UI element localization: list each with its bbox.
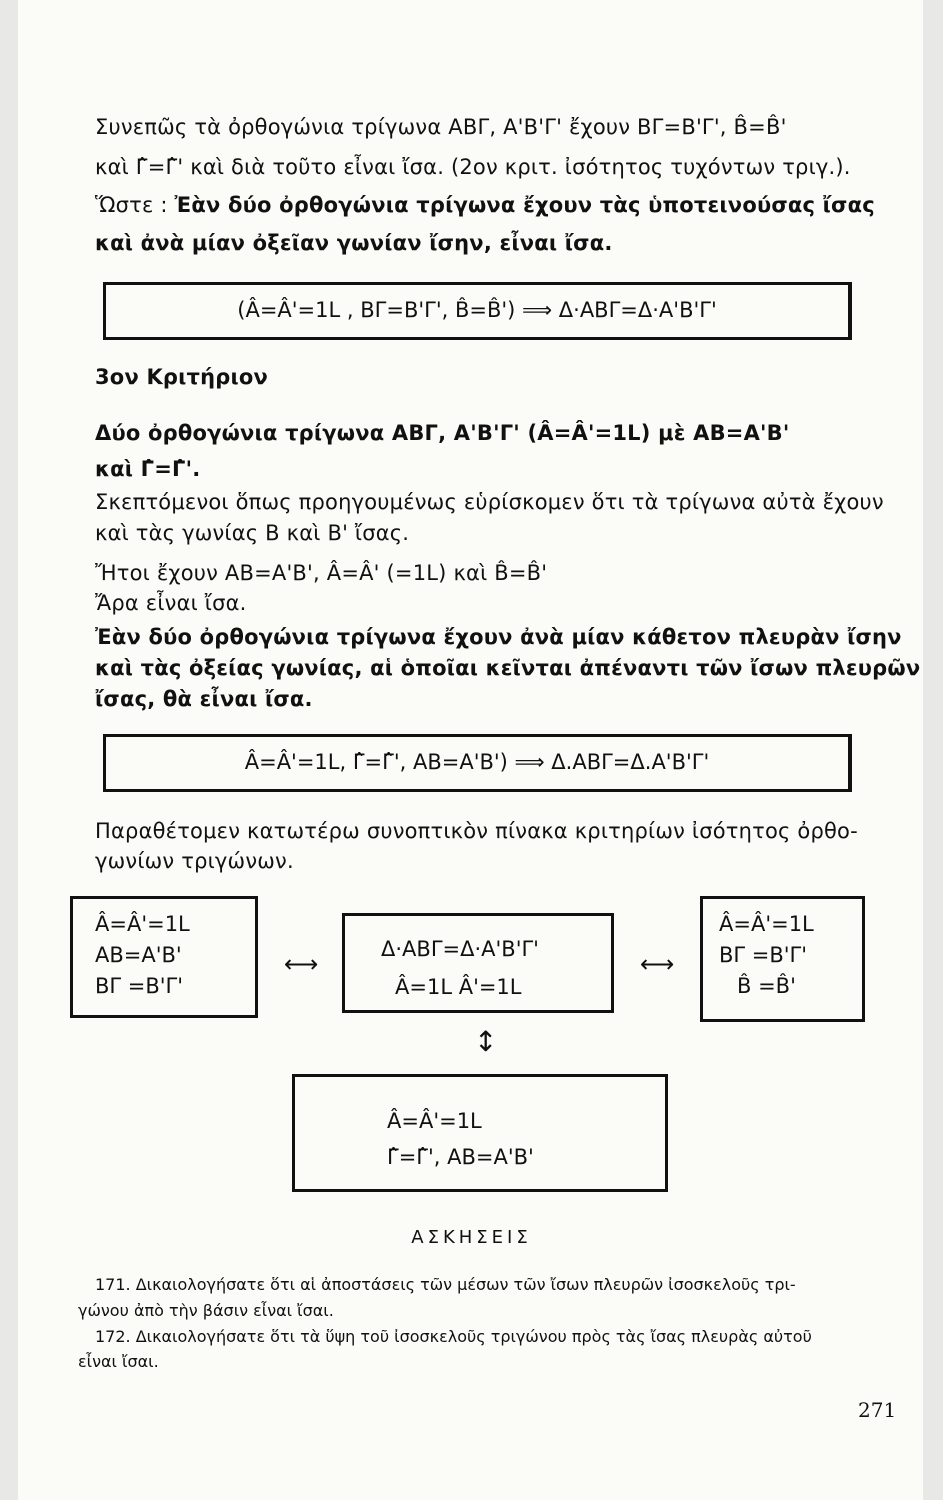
paragraph-line-1: Συνεπῶς τὰ ὀρθογώνια τρίγωνα ΑΒΓ, Α'Β'Γ' ἔχουν ΒΓ=Β'Γ', B̂=B̂' bbox=[95, 115, 787, 139]
right-box-line-3: B̂ =B̂' bbox=[737, 974, 796, 998]
right-box-line-2: ΒΓ =Β'Γ' bbox=[719, 943, 808, 967]
formula-2: Â=Â'=1L, Γ̂=Γ̂', ΑΒ=Α'Β') ⟹ Δ.ΑΒΓ=Δ.Α'Β'Γ' bbox=[244, 750, 710, 774]
criterion-statement-2: καὶ Γ̂=Γ̂'. bbox=[95, 457, 201, 481]
criterion-title: 3ον Κριτήριον bbox=[95, 365, 269, 389]
left-box-line-2: ΑΒ=Α'Β' bbox=[95, 943, 182, 967]
paragraph-line-3 bbox=[95, 190, 900, 220]
criterion-rule-1: Ἐὰν δύο ὀρθογώνια τρίγωνα ἔχουν ἀνὰ μίαν κάθετον πλευρὰν ἴσην bbox=[95, 625, 902, 649]
exercise-171-line-1: 171. Δικαιολογήσατε ὅτι αἱ ἀποστάσεις τῶν μέσων τῶν ἴσων πλευρῶν ἰσοσκελοῦς τρι- bbox=[95, 1275, 796, 1294]
conclusion-prefix: Ὥστε : bbox=[95, 193, 175, 217]
left-box-line-3: ΒΓ =Β'Γ' bbox=[95, 974, 184, 998]
left-box-line-1: Â=Â'=1L bbox=[95, 912, 190, 936]
criterion-rule-3: ἴσας, θὰ εἶναι ἴσα. bbox=[95, 687, 313, 711]
exercises-heading: ΑΣΚΗΣΕΙΣ bbox=[411, 1227, 532, 1248]
criterion-box-right bbox=[700, 896, 865, 1022]
exercise-172-line-2: εἶναι ἴσαι. bbox=[78, 1352, 159, 1371]
summary-line-1: Παραθέτομεν κατωτέρω συνοπτικὸν πίνακα κριτηρίων ἰσότητος ὀρθο- bbox=[95, 819, 858, 843]
criterion-rule-2: καὶ τὰς ὀξείας γωνίας, αἱ ὁποῖαι κεῖνται ἀπέναντι τῶν ἴσων πλευρῶν bbox=[95, 656, 921, 680]
formula-box-2 bbox=[103, 734, 852, 792]
criterion-text-2: καὶ τὰς γωνίας Β καὶ Β' ἴσας. bbox=[95, 521, 410, 545]
center-box-line-2: Â=1L Â'=1L bbox=[395, 975, 522, 999]
bottom-box-line-2: Γ̂=Γ̂', ΑΒ=Α'Β' bbox=[387, 1145, 534, 1169]
right-box-line-1: Â=Â'=1L bbox=[719, 912, 814, 936]
criterion-text-4: Ἄρα εἶναι ἴσα. bbox=[95, 591, 247, 615]
exercise-172-line-1: 172. Δικαιολογήσατε ὅτι τὰ ὕψη τοῦ ἰσοσκελοῦς τριγώνου πρὸς τὰς ἴσας πλευρὰς αὐτοῦ bbox=[95, 1327, 812, 1346]
criterion-box-bottom bbox=[292, 1074, 668, 1192]
summary-line-2: γωνίων τριγώνων. bbox=[95, 849, 294, 873]
theorem-text-bold: Ἐὰν δύο ὀρθογώνια τρίγωνα ἔχουν τὰς ὑποτεινούσας ἴσας bbox=[174, 193, 875, 217]
formula-1: (Â=Â'=1L , ΒΓ=Β'Γ', B̂=B̂') ⟹ Δ·ΑΒΓ=Δ·Α'Β'Γ' bbox=[237, 298, 717, 322]
center-box-line-1: Δ·ΑΒΓ=Δ·Α'Β'Γ' bbox=[381, 937, 539, 961]
theorem-text-bold-2: καὶ ἀνὰ μίαν ὀξεῖαν γωνίαν ἴσην, εἶναι ἴσα. bbox=[95, 231, 613, 255]
formula-box-1 bbox=[103, 282, 852, 340]
criterion-text-3: Ἤτοι ἔχουν ΑΒ=Α'Β', Â=Â' (=1L) καὶ B̂=B̂' bbox=[95, 561, 548, 585]
criterion-text-1: Σκεπτόμενοι ὅπως προηγουμένως εὑρίσκομεν ὅτι τὰ τρίγωνα αὐτὰ ἔχουν bbox=[95, 490, 884, 514]
double-arrow-right: ⟷ bbox=[640, 950, 675, 978]
criterion-statement-1: Δύο ὀρθογώνια τρίγωνα ΑΒΓ, Α'Β'Γ' (Â=Â'=1L) μὲ ΑΒ=Α'Β' bbox=[95, 421, 790, 445]
page-number: 271 bbox=[858, 1398, 897, 1422]
double-arrow-vertical: ↕ bbox=[474, 1025, 498, 1058]
criterion-box-center bbox=[342, 913, 614, 1013]
criterion-box-left bbox=[70, 896, 258, 1018]
double-arrow-left: ⟷ bbox=[284, 950, 319, 978]
exercise-171-line-2: γώνου ἀπὸ τὴν βάσιν εἶναι ἴσαι. bbox=[78, 1301, 334, 1320]
bottom-box-line-1: Â=Â'=1L bbox=[387, 1109, 482, 1133]
paragraph-line-2: καὶ Γ̂=Γ̂' καὶ διὰ τοῦτο εἶναι ἴσα. (2ον κριτ. ἰσότητος τυχόντων τριγ.). bbox=[95, 155, 851, 179]
